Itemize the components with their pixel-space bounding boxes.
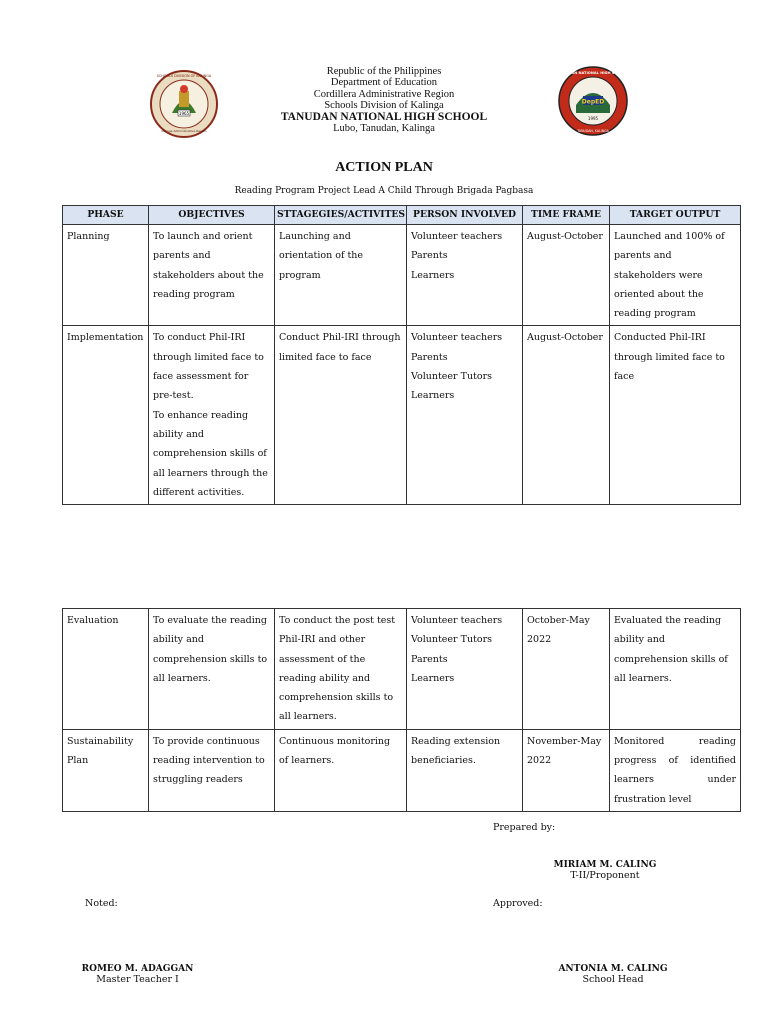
noted-label: Noted: [85,898,118,909]
prepared-title: T-II/Proponent [570,870,640,881]
strategies-cell: Continuous monitoring of learners. [275,729,407,811]
svg-text:Kalinga Administrative Region: Kalinga Administrative Region [161,129,207,133]
person-item: Learners [411,390,455,402]
approved-signatory [548,964,678,985]
person-item: Volunteer Tutors [411,371,493,383]
republic-line: Republic of the Philippines [326,66,442,77]
school-name: TANUDAN NATIONAL HIGH SCHOOL [280,110,488,123]
approved-title: School Head [582,974,644,985]
school-address: Lubo, Tanudan, Kalinga [333,123,435,135]
objective-item: To enhance reading ability and comprehension skills of all learners through the different activities. [153,409,268,498]
approved-label: Approved: [493,898,543,909]
person-item: Volunteer teachers [411,332,503,344]
person-item: Parents [411,351,448,363]
target-output-cell: Launched and 100% of parents and stakeholders were oriented about the reading program [610,225,741,326]
person-item: Volunteer teachers [411,231,503,242]
person-item: Parents [411,653,448,665]
persons-cell [407,225,523,326]
person-item: Parents [411,250,448,262]
person-item: Volunteer teachers [411,615,503,626]
header-strategies: STTAGEGIES/ACTIVITES [275,206,407,225]
division-line: Schools Division of Kalinga [324,100,444,112]
svg-text:SCHOOLS DIVISION OF KALINGA: SCHOOLS DIVISION OF KALINGA [156,74,212,78]
target-output-cell: Conducted Phil-IRI through limited face to face [610,326,741,505]
objectives-cell: To evaluate the reading ability and comprehension skills to all learners. [149,609,275,730]
strategies-cell: Launching and orientation of the program [275,225,407,326]
svg-text:1965: 1965 [178,111,190,116]
header-time-frame: TIME FRAME [523,206,610,225]
persons-cell: Reading extension beneficiaries. [407,729,523,811]
header-person-involved: PERSON INVOLVED [407,206,523,225]
time-frame-cell: October-May 2022 [523,609,610,730]
region-line: Cordillera Administrative Region [313,88,455,100]
page-subtitle: Reading Program Project Lead A Child Through Brigada Pagbasa [234,186,534,196]
noted-signatory [70,964,205,985]
prepared-signatory [540,860,670,881]
prepared-by-label: Prepared by: [493,822,556,833]
table-row [63,225,741,326]
letterhead [0,66,768,134]
time-frame-cell: August-October [523,326,610,505]
strategies-cell: Conduct Phil-IRI through limited face to face [275,326,407,505]
svg-text:TANUDAN NATIONAL HIGH SCHOOL: TANUDAN NATIONAL HIGH SCHOOL [557,71,629,75]
table-row [63,326,741,505]
table-row [63,729,741,811]
strategies-cell: To conduct the post test Phil-IRI and other assessment of the reading ability and comprehension skills to all learners. [275,609,407,730]
svg-text:1995: 1995 [587,116,599,121]
persons-cell [407,326,523,505]
objectives-cell: To provide continuous reading intervention to struggling readers [149,729,275,811]
table-row [63,609,741,730]
svg-text:TANUDAN, KALINGA: TANUDAN, KALINGA [577,129,609,133]
approved-name: ANTONIA M. CALING [558,964,668,974]
persons-cell [407,609,523,730]
phase-cell: Planning [63,225,149,326]
noted-title: Master Teacher I [96,974,179,985]
person-item: Learners [411,269,455,281]
action-plan-table-continued [62,608,741,812]
noted-name: ROMEO M. ADAGGAN [81,964,194,974]
time-frame-cell: August-October [523,225,610,326]
header-objectives: OBJECTIVES [149,206,275,225]
phase-cell: Implementation [63,326,149,505]
person-item: Learners [411,672,455,684]
svg-text:DepED: DepED [581,98,605,106]
header-phase: PHASE [63,206,149,225]
objective-item: To conduct Phil-IRI through limited face to face assessment for pre-test. [153,332,264,402]
phase-cell: Evaluation [63,609,149,730]
page-title: ACTION PLAN [335,160,433,175]
objectives-cell: To launch and orient parents and stakeholders about the reading program [149,225,275,326]
time-frame-cell: November-May 2022 [523,729,610,811]
objectives-cell [149,326,275,505]
target-output-cell: Monitored reading progress of identified learners under frustration level [610,729,741,811]
action-plan-table [62,205,741,505]
header-target-output: TARGET OUTPUT [610,206,741,225]
department-line: Department of Education [330,77,438,89]
target-output-cell: Evaluated the reading ability and comprehension skills of all learners. [610,609,741,730]
person-item: Volunteer Tutors [411,634,493,646]
phase-cell: Sustainability Plan [63,729,149,811]
prepared-name: MIRIAM M. CALING [553,860,657,870]
table-header-row [63,206,741,225]
